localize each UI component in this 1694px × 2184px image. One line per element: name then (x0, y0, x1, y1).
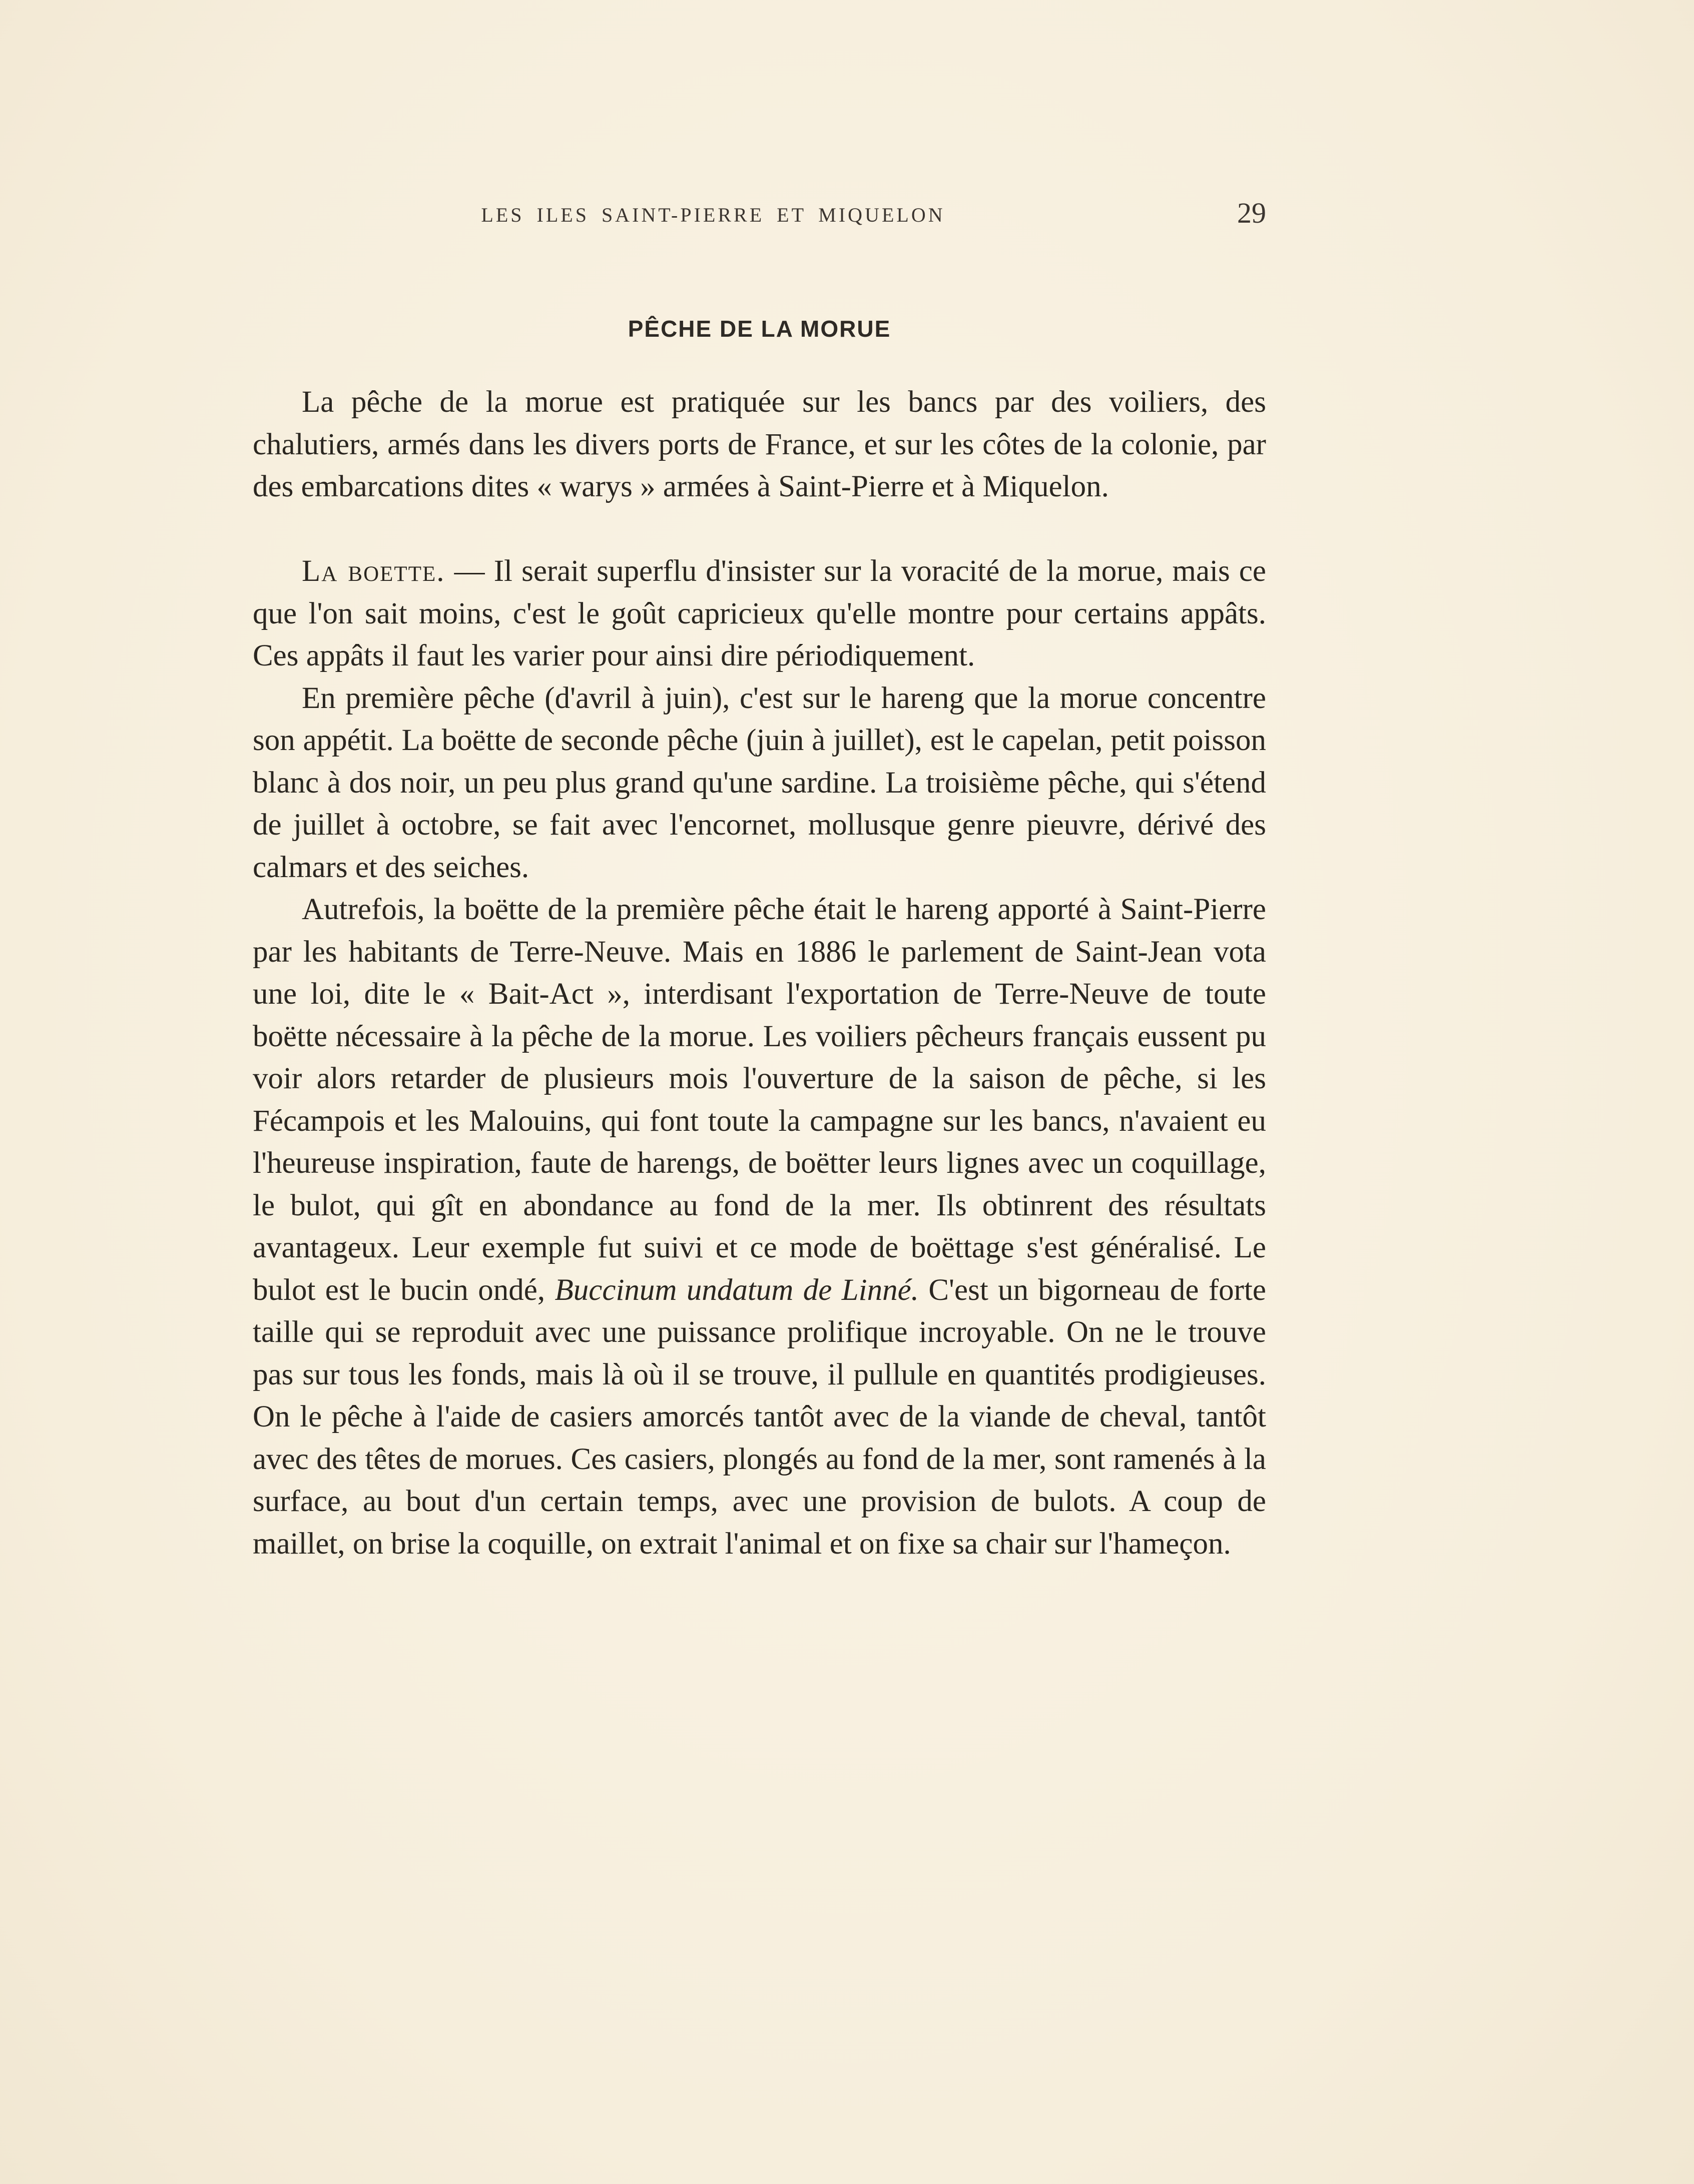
paragraph-history-text-a: Autrefois, la boëtte de la première pêche était le hareng apporté à Saint-Pierre par les habitants de Terre-Neuve. Mais en 1886 le parlement de Saint-Jean vota une loi, dite le « Bait-Act », interdisant l'exportation de Terre-Neuve de toute boëtte nécessaire à la pêche de la morue. Les voiliers pêcheurs français eussent pu voir alors retarder de plusieurs mois l'ouverture de la saison de pêche, si les Fécampois et les Malouins, qui font toute la campagne sur les bancs, n'avaient eu l'heureuse inspiration, faute de harengs, de boëtter leurs lignes avec un coquillage, le bulot, qui gît en abondance au fond de la mer. Ils obtinrent des résultats avantageux. Leur exemple fut suivi et ce mode de boëttage s'est généralisé. Le bulot est le bucin ondé, (253, 893, 1266, 1307)
paragraph-lead: La boette. (302, 554, 445, 588)
paragraph-seasons: En première pêche (d'avril à juin), c'est sur le hareng que la morue concentre son appétit. La boëtte de seconde pêche (juin à juillet), est le capelan, petit poisson blanc à dos noir, un peu plus grand qu'une sardine. La troisième pêche, qui s'étend de juillet à octobre, se fait avec l'encornet, mollusque genre pieuvre, dérivé des calmars et des seiches. (253, 681, 1266, 884)
paragraph-boette (253, 550, 1266, 677)
body-text (253, 381, 1266, 1565)
section-heading: PÊCHE DE LA MORUE (628, 316, 891, 342)
paragraph-boette-text: — Il serait superflu d'insister sur la voracité de la morue, mais ce que l'on sait moins, c'est le goût capricieux qu'elle montre pour certains appâts. Ces appâts il faut les varier pour ainsi dire périodiquement. (253, 554, 1266, 672)
paragraph-history-text-b: C'est un bigorneau de forte taille qui se reproduit avec une puissance prolifique incroyable. On ne le trouve pas sur tous les fonds, mais là où il se trouve, il pullule en quantités prodigieuses. On le pêche à l'aide de casiers amorcés tantôt avec de la viande de cheval, tantôt avec des têtes de morues. Ces casiers, plongés au fond de la mer, sont ramenés à la surface, au bout d'un certain temps, avec une provision de bulots. A coup de maillet, on brise la coquille, on extrait l'animal et on fixe sa chair sur l'hameçon. (253, 1273, 1266, 1561)
paragraph-intro: La pêche de la morue est pratiquée sur les bancs par des voiliers, des chalutiers, armés dans les divers ports de France, et sur les côtes de la colonie, par des embarcations dites « warys » armées à Saint-Pierre et à Miquelon. (253, 385, 1266, 503)
species-name: Buccinum undatum de Linné. (554, 1273, 919, 1307)
running-head (253, 196, 1266, 236)
paragraph-history (253, 889, 1266, 1565)
page-number: 29 (1237, 197, 1266, 229)
running-title: LES ILES SAINT-PIERRE ET MIQUELON (481, 204, 945, 226)
